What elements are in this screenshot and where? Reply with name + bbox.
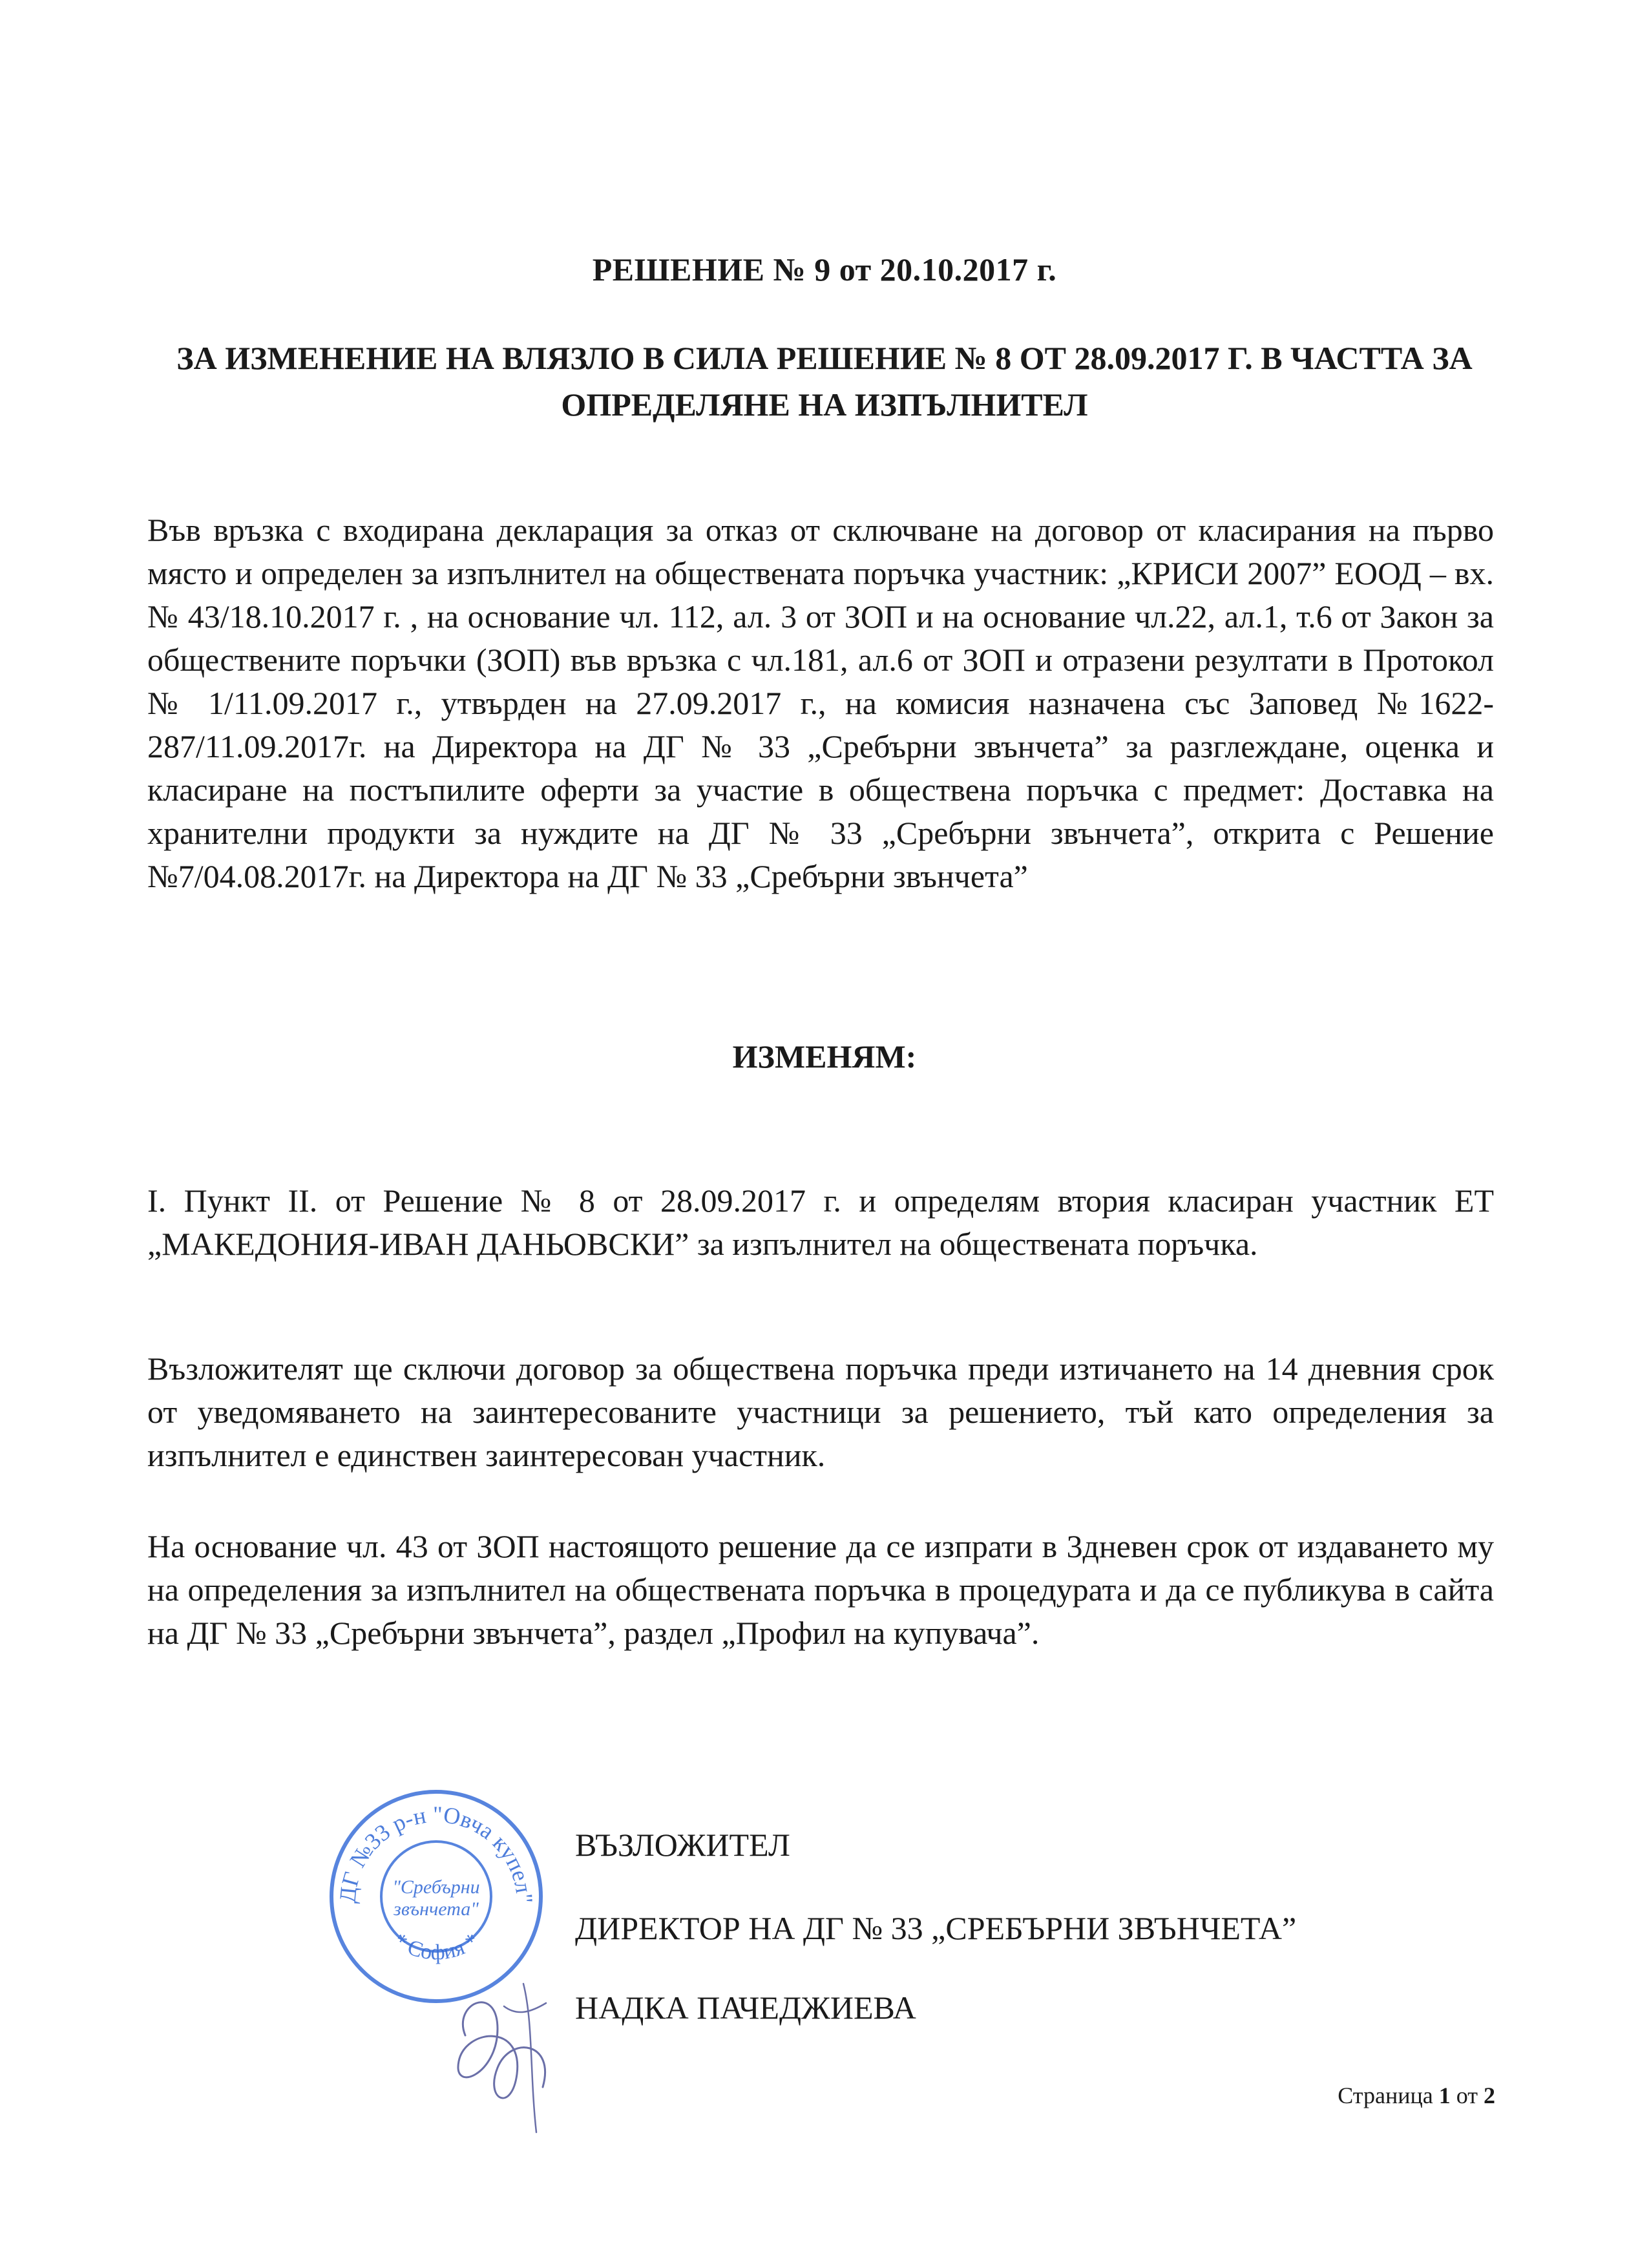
stamp-center-line1: "Сребърни bbox=[392, 1876, 480, 1898]
signature-role: ВЪЗЛОЖИТЕЛ bbox=[575, 1827, 790, 1863]
decision-heading: ИЗМЕНЯМ: bbox=[732, 1038, 917, 1075]
page-number-total: 2 bbox=[1484, 2083, 1495, 2108]
document-subtitle: ЗА ИЗМЕНЕНИЕ НА ВЛЯЗЛО В СИЛА РЕШЕНИЕ № 8 ОТ 28.09.2017 Г. В ЧАСТТА ЗА ОПРЕДЕЛЯНЕ НА ИЗПЪЛНИТЕЛ bbox=[176, 340, 1473, 423]
handwritten-signature bbox=[426, 1945, 620, 2139]
signature-position: ДИРЕКТОР НА ДГ № 33 „СРЕБЪРНИ ЗВЪНЧЕТА” bbox=[575, 1910, 1297, 1946]
signature-name: НАДКА ПАЧЕДЖИЕВА bbox=[575, 1990, 916, 2026]
page-number bbox=[1338, 2082, 1495, 2109]
publish-paragraph: На основание чл. 43 от ЗОП настоящото решение да се изпрати в 3дневен срок от издаването му на определения за изпълнител на обществената поръчка в процедурата и да се публикува в сайта на ДГ № 33 „Сребърни звънчета”, раздел „Профил на купувача”. bbox=[147, 1528, 1494, 1651]
point-one-paragraph: I. Пункт II. от Решение № 8 от 28.09.2017 г. и определям втория класиран участник ЕТ „МАКЕДОНИЯ-ИВАН ДАНЬОВСКИ” за изпълнител на обществената поръчка. bbox=[147, 1182, 1494, 1262]
document-title: РЕШЕНИЕ № 9 от 20.10.2017 г. bbox=[592, 251, 1057, 288]
page-number-prefix: Страница bbox=[1338, 2083, 1439, 2108]
stamp-outer-text: ДГ №33 р-н "Овча купел" bbox=[334, 1801, 538, 1904]
page-number-middle: от bbox=[1450, 2083, 1484, 2108]
intro-paragraph: Във връзка с входирана декларация за отказ от сключване на договор от класирания на първо място и определен за изпълнител на обществената поръчка участник: „КРИСИ 2007” ЕООД – вх. № 43/18.10.2017 г. , на основание чл. 112, ал. 3 от ЗОП и на основание чл.22, ал.1, т.6 от Закон за обществените поръчки (ЗОП) във връзка с чл.181, ал.6 от ЗОП и отразени резултати в Протокол № 1/11.09.2017 г., утвърден на 27.09.2017 г., на комисия назначена със Заповед №1622-287/11.09.2017г. на Директора на ДГ № 33 „Сребърни звънчета” за разглеждане, оценка и класиране на постъпилите оферти за участие в обществена поръчка с предмет: Доставка на хранителни продукти за нуждите на ДГ № 33 „Сребърни звънчета”, открита с Решение №7/04.08.2017г. на Директора на ДГ № 33 „Сребърни звънчета” bbox=[147, 512, 1494, 894]
stamp-center-line2: звънчета" bbox=[394, 1898, 479, 1920]
contract-paragraph: Възложителят ще сключи договор за обществена поръчка преди изтичането на 14 дневния срок от уведомяването на заинтересованите участници за решението, тъй като определения за изпълнител е единствен заинтересован участник. bbox=[147, 1350, 1494, 1473]
page-number-current: 1 bbox=[1438, 2083, 1451, 2108]
stamp-bottom-text: * София * bbox=[389, 1928, 483, 1965]
